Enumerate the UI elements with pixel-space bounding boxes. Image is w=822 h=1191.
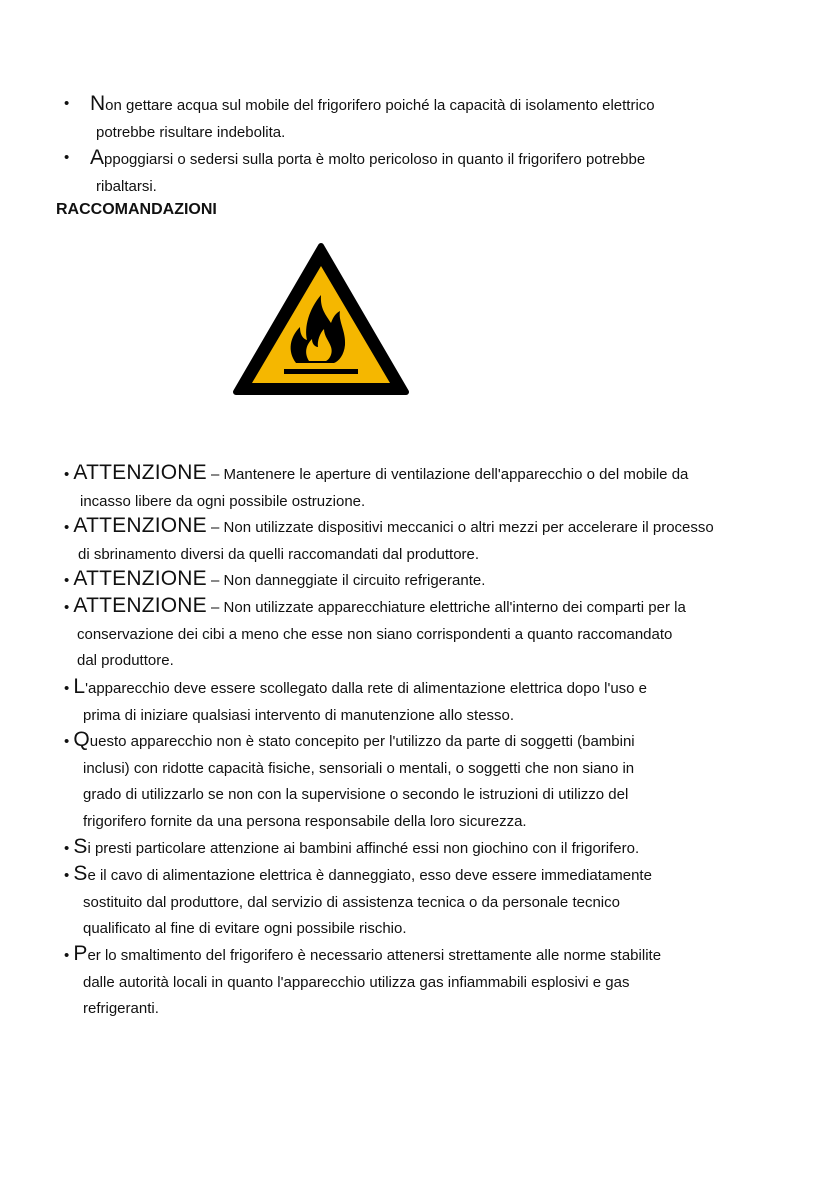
list-item — [64, 941, 804, 1023]
warning-continuation: di sbrinamento diversi da quelli raccomandati dal produttore. — [78, 545, 480, 563]
section-heading: RACCOMANDAZIONI — [56, 201, 217, 218]
drop-initial: N — [90, 92, 106, 115]
drop-initial: L — [73, 675, 86, 698]
warning-continuation: conservazione dei cibi a meno che esse non siano corrispondenti a quanto raccomandato — [77, 625, 673, 643]
warning-item — [64, 566, 804, 595]
warning-text: – Non utilizzate dispositivi meccanici o altri mezzi per accelerare il processo — [206, 519, 714, 536]
warning-first-line: • ATTENZIONE – Mantenere le aperture di ventilazione dell'apparecchio o del mobile da — [64, 461, 689, 484]
flammable-warning-icon — [232, 241, 410, 397]
drop-initial: S — [73, 835, 88, 858]
top-bullet-item — [64, 91, 784, 146]
item-text: er lo smaltimento del frigorifero è necessario attenersi strettamente alle norme stabilite — [87, 947, 662, 964]
bullet-continuation: potrebbe risultare indebolita. — [96, 123, 286, 141]
item-continuation: qualificato al fine di evitare ogni possibile rischio. — [83, 920, 407, 937]
drop-initial: S — [73, 862, 88, 885]
item-first-line: • Si presti particolare attenzione ai bambini affinché essi non giochino con il frigorifero. — [64, 835, 640, 858]
item-first-line: • L'apparecchio deve essere scollegato dalla rete di alimentazione elettrica dopo l'uso e — [64, 675, 648, 698]
warning-prefix: ATTENZIONE — [73, 461, 207, 484]
warning-text: – Non danneggiate il circuito refrigerante. — [206, 572, 486, 589]
warning-item — [64, 513, 804, 568]
warning-text: – Non utilizzate apparecchiature elettriche all'interno dei comparti per la — [206, 599, 686, 616]
item-first-line: • Se il cavo di alimentazione elettrica è danneggiato, esso deve essere immediatamente — [64, 862, 652, 885]
warning-continuation: incasso libere da ogni possibile ostruzione. — [80, 492, 366, 510]
item-text: 'apparecchio deve essere scollegato dalla rete di alimentazione elettrica dopo l'uso e — [85, 680, 648, 697]
warning-prefix: ATTENZIONE — [73, 514, 207, 537]
item-continuation: frigorifero fornite da una persona responsabile della loro sicurezza. — [83, 812, 527, 830]
item-continuation: inclusi) con ridotte capacità fisiche, sensoriali o mentali, o soggetti che non siano in — [83, 759, 635, 777]
item-text: i presti particolare attenzione ai bambini affinché essi non giochino con il frigorifero. — [87, 840, 640, 857]
item-continuation: prima di iniziare qualsiasi intervento di manutenzione allo stesso. — [83, 706, 515, 724]
bullet-dot: • — [64, 95, 70, 112]
list-item — [64, 674, 804, 729]
item-first-line: • Per lo smaltimento del frigorifero è necessario attenersi strettamente alle norme stabilite — [64, 942, 662, 965]
bullet-text: on gettare acqua sul mobile del frigorifero poiché la capacità di isolamento elettrico — [105, 97, 655, 114]
warning-prefix: ATTENZIONE — [73, 594, 207, 617]
warning-first-line: • ATTENZIONE – Non danneggiate il circuito refrigerante. — [64, 567, 486, 590]
item-continuation: sostituito dal produttore, dal servizio di assistenza tecnica o da personale tecnico — [83, 893, 620, 911]
warning-first-line: • ATTENZIONE – Non utilizzate apparecchiature elettriche all'interno dei comparti per la — [64, 594, 686, 617]
list-item — [64, 834, 804, 863]
item-continuation: refrigeranti. — [83, 1000, 159, 1017]
bullet-dot: • — [64, 149, 70, 166]
bullet-first-line — [64, 91, 784, 120]
drop-initial: Q — [73, 728, 90, 751]
list-item — [64, 861, 804, 943]
bullet-first-line — [64, 145, 784, 174]
drop-initial: P — [73, 942, 88, 965]
item-text: uesto apparecchio non è stato concepito per l'utilizzo da parte di soggetti (bambini — [89, 733, 635, 750]
item-continuation: grado di utilizzarlo se non con la supervisione o secondo le istruzioni di utilizzo del — [83, 786, 629, 803]
item-continuation: dalle autorità locali in quanto l'apparecchio utilizza gas infiammabili esplosivi e gas — [83, 973, 630, 991]
top-bullet-item — [64, 145, 784, 200]
warning-continuation: dal produttore. — [77, 652, 174, 669]
warning-item — [64, 460, 804, 515]
warning-text: – Mantenere le aperture di ventilazione dell'apparecchio o del mobile da — [206, 466, 689, 483]
drop-initial: A — [90, 146, 105, 169]
warning-item — [64, 593, 804, 675]
item-text: e il cavo di alimentazione elettrica è danneggiato, esso deve essere immediatamente — [87, 867, 652, 884]
item-first-line: • Questo apparecchio non è stato concepito per l'utilizzo da parte di soggetti (bambini — [64, 728, 635, 751]
bullet-continuation: ribaltarsi. — [96, 177, 157, 195]
warning-prefix: ATTENZIONE — [73, 567, 207, 590]
warning-first-line: • ATTENZIONE – Non utilizzate dispositivi meccanici o altri mezzi per accelerare il processo — [64, 514, 714, 537]
bullet-text: ppoggiarsi o sedersi sulla porta è molto pericoloso in quanto il frigorifero potrebbe — [104, 151, 646, 168]
list-item — [64, 727, 804, 835]
